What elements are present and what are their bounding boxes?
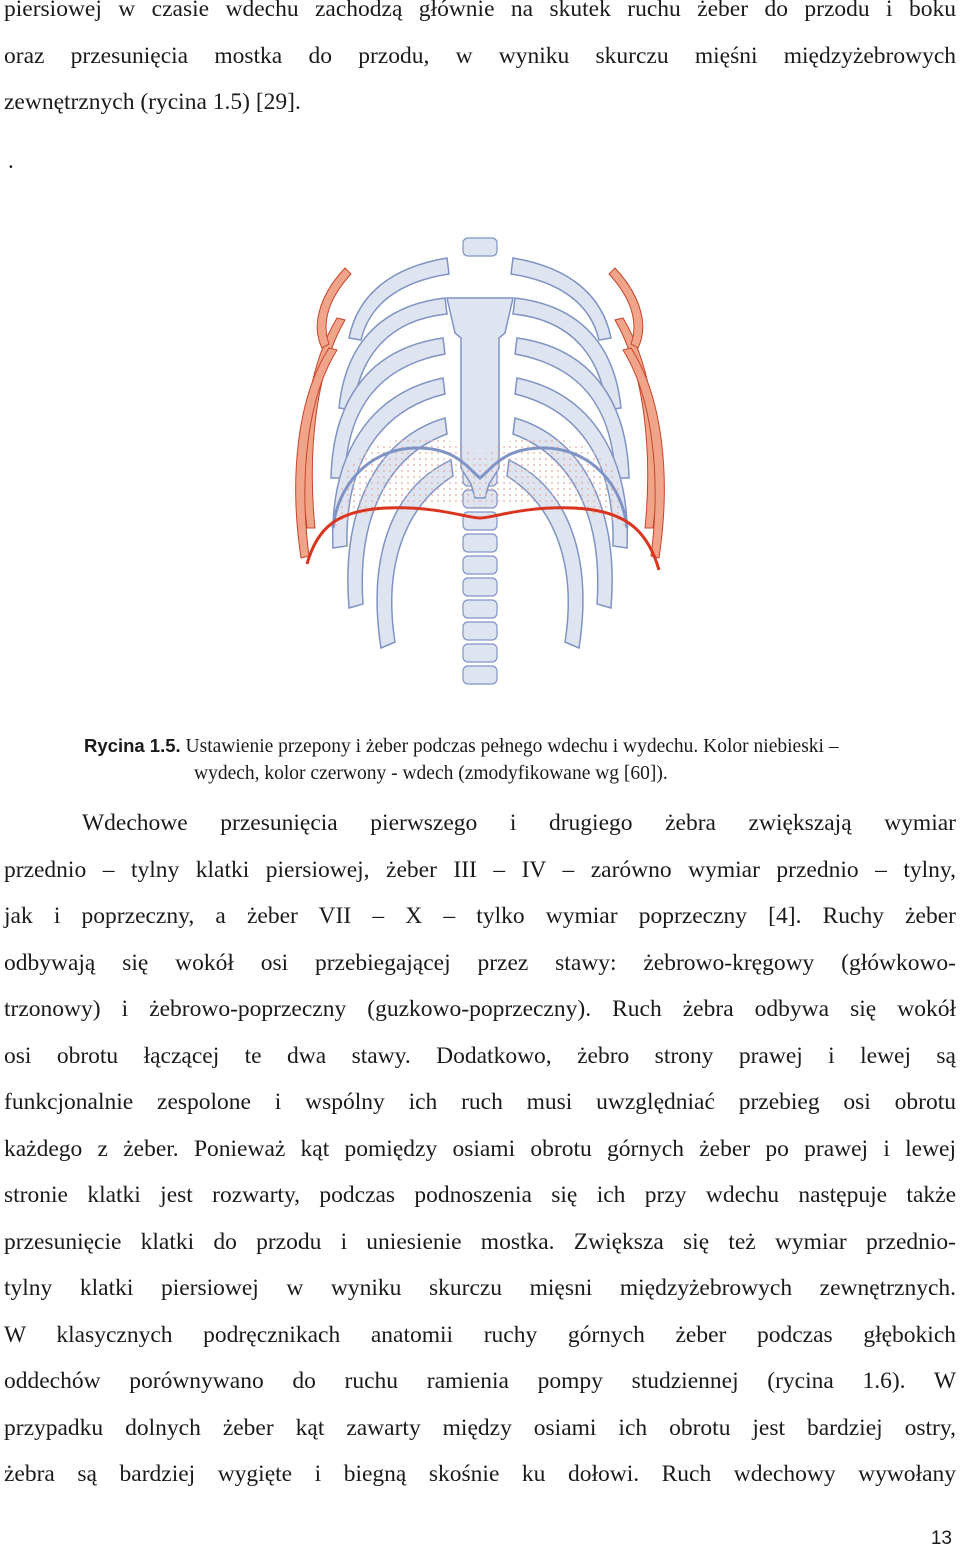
text-line: trzonowy) i żebrowo-poprzeczny (guzkowo-poprzeczny). Ruch żebra odbywa się wokół [4, 996, 956, 1022]
text-line: przypadku dolnych żeber kąt zawarty między osiami ich obrotu jest bardziej ostry, [4, 1414, 956, 1441]
text-line: Wdechowe przesunięcia pierwszego i drugiego żebra zwiększają wymiar [82, 810, 956, 836]
main-paragraph [4, 800, 956, 1498]
text-line: przesunięcie klatki do przodu i uniesienie mostka. Zwiększa się też wymiar przednio- [4, 1228, 956, 1255]
text-line: piersiowej w czasie wdechu zachodzą głównie na skutek ruchu żeber do przodu i boku [4, 0, 956, 22]
figure-caption [84, 732, 954, 787]
text-line: oddechów porównywano do ruchu ramienia pompy studziennej (rycina 1.6). W [4, 1368, 956, 1394]
caption-line-2: wydech, kolor czerwony - wdech (zmodyfikowane wg [60]). [194, 763, 668, 784]
caption-line-1: Ustawienie przepony i żeber podczas pełnego wdechu i wydechu. Kolor niebieski – [185, 736, 839, 757]
text-line: odbywają się wokół osi przebiegającej przez stawy: żebrowo-kręgowy (główkowo- [4, 949, 956, 976]
page-number: 13 [930, 1528, 952, 1549]
text-line: funkcjonalnie zespolone i wspólny ich ruch musi uwzględniać przebieg osi obrotu [4, 1089, 956, 1115]
text-line: przednio – tylny klatki piersiowej, żeber III – IV – zarówno wymiar przednio – tylny, [4, 856, 956, 883]
text-line: osi obrotu łączącej te dwa stawy. Dodatkowo, żebro strony prawej i lewej są [4, 1042, 956, 1069]
rib-cage-figure [267, 228, 693, 698]
text-line: każdego z żeber. Ponieważ kąt pomiędzy osiami obrotu górnych żeber po prawej i lewej [4, 1135, 956, 1162]
text-line: W klasycznych podręcznikach anatomii ruchy górnych żeber podczas głębokich [4, 1321, 956, 1348]
caption-label: Rycina 1.5. [84, 735, 181, 756]
stray-dot: . [8, 148, 14, 173]
text-line: oraz przesunięcia mostka do przodu, w wyniku skurczu mięśni międzyżebrowych [4, 42, 956, 69]
text-line: zewnętrznych (rycina 1.5) [29]. [4, 89, 301, 115]
text-line: tylny klatki piersiowej w wyniku skurczu mięsni międzyżebrowych zewnętrznych. [4, 1275, 956, 1301]
text-line: jak i poprzeczny, a żeber VII – X – tylko wymiar poprzeczny [4]. Ruchy żeber [4, 903, 956, 929]
text-line: stronie klatki jest rozwarty, podczas podnoszenia się ich przy wdechu następuje także [4, 1182, 956, 1208]
top-paragraph [4, 0, 956, 126]
text-line: żebra są bardziej wygięte i biegną skośnie ku dołowi. Ruch wdechowy wywołany [4, 1461, 956, 1487]
